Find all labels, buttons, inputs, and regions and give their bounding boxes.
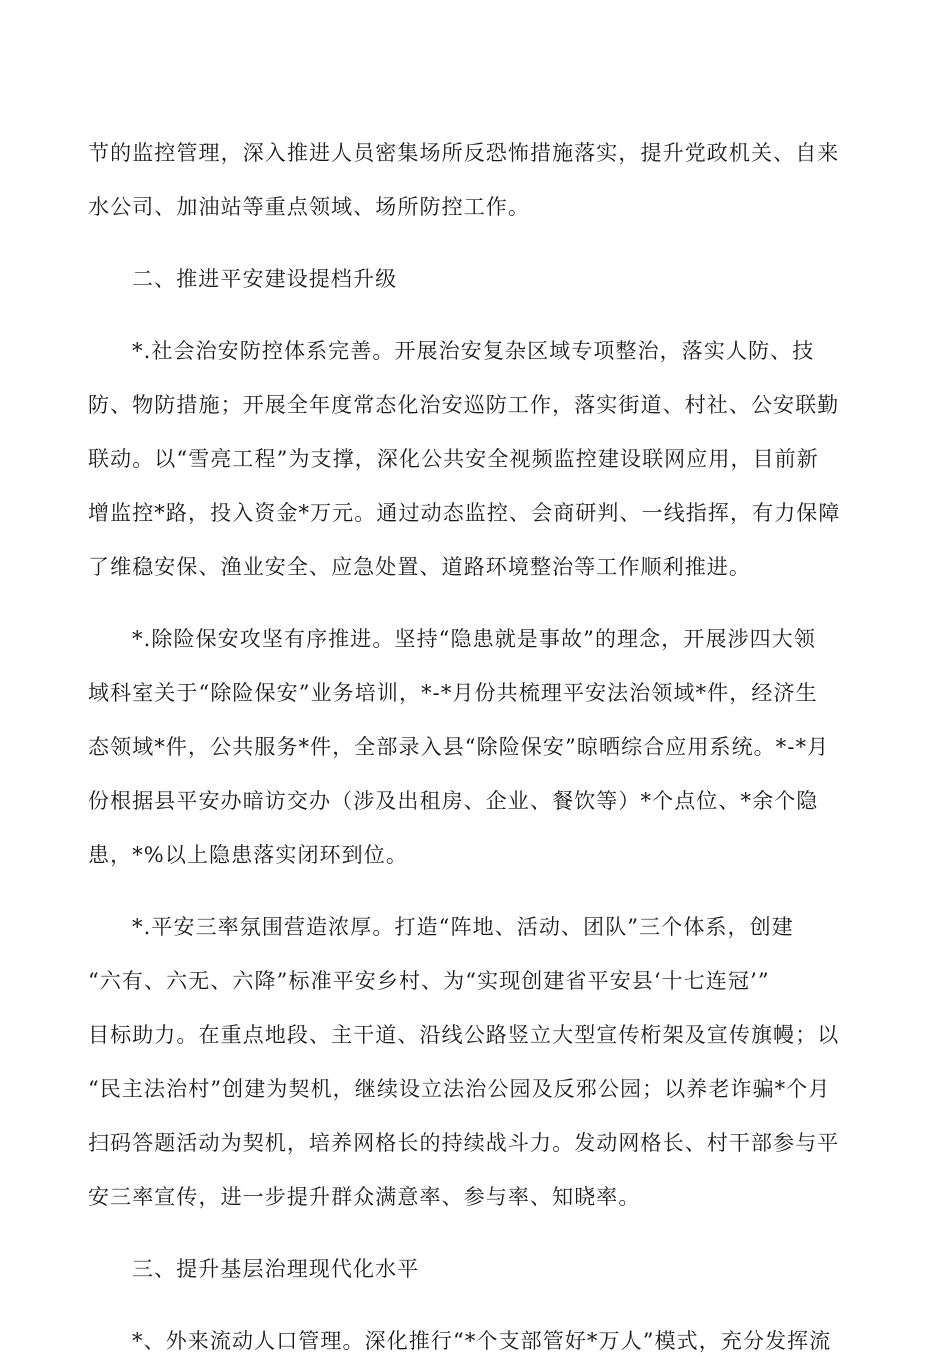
text-line: *.社会治安防控体系完善。开展治安复杂区域专项整治，落实人防、技 (132, 339, 815, 363)
text-line: 患，*%以上隐患落实闭环到位。 (88, 843, 408, 867)
heading-line: 三、提升基层治理现代化水平 (132, 1257, 420, 1281)
text-line: 增监控*路，投入资金*万元。通过动态监控、会商研判、一线指挥，有力保障 (88, 501, 841, 525)
text-line: 域科室关于“除险保安”业务培训，*-*月份共梳理平安法治领域*件，经济生 (88, 681, 818, 705)
text-line: “六有、六无、六降”标准平安乡村、为“实现创建省平安县‘十七连冠’” (88, 969, 770, 993)
text-line: 态领域*件，公共服务*件，全部录入县“除险保安”晾晒综合应用系统。*-*月 (88, 735, 830, 759)
text-line: 节的监控管理，深入推进人员密集场所反恐怖措施落实，提升党政机关、自来 (88, 141, 840, 165)
paragraph (88, 126, 863, 234)
text-line: “民主法治村”创建为契机，继续设立法治公园及反邪公园；以养老诈骗*个月 (88, 1077, 831, 1101)
text-line: 了维稳安保、渔业安全、应急处置、道路环境整治等工作顺利推进。 (88, 555, 751, 579)
text-line: *.除险保安攻坚有序推进。坚持“隐患就是事故”的理念，开展涉四大领 (132, 627, 816, 651)
heading-line: 二、推进平安建设提档升级 (132, 267, 398, 291)
text-line: 联动。以“雪亮工程”为支撑，深化公共安全视频监控建设联网应用，目前新 (88, 447, 819, 471)
text-line: 安三率宣传，进一步提升群众满意率、参与率、知晓率。 (88, 1185, 641, 1209)
text-line: *、外来流动人口管理。深化推行“*个支部管好*万人”模式，充分发挥流 (132, 1329, 832, 1353)
section-heading (88, 252, 863, 306)
text-line: 份根据县平安办暗访交办（涉及出租房、企业、餐饮等）*个点位、*余个隐 (88, 789, 819, 813)
paragraph (88, 612, 863, 882)
text-line: 扫码答题活动为契机，培养网格长的持续战斗力。发动网格长、村干部参与平 (88, 1131, 840, 1155)
paragraph (88, 324, 863, 594)
text-line: *.平安三率氛围营造浓厚。打造“阵地、活动、团队”三个体系，创建 (132, 915, 794, 939)
document-body (88, 126, 863, 1368)
text-line: 目标助力。在重点地段、主干道、沿线公路竖立大型宣传桁架及宣传旗幔；以 (88, 1023, 840, 1047)
text-line: 防、物防措施；开展全年度常态化治安巡防工作，落实街道、村社、公安联勤 (88, 393, 840, 417)
paragraph (88, 900, 863, 1224)
text-line: 水公司、加油站等重点领域、场所防控工作。 (88, 195, 530, 219)
paragraph (88, 1314, 863, 1368)
section-heading (88, 1242, 863, 1296)
